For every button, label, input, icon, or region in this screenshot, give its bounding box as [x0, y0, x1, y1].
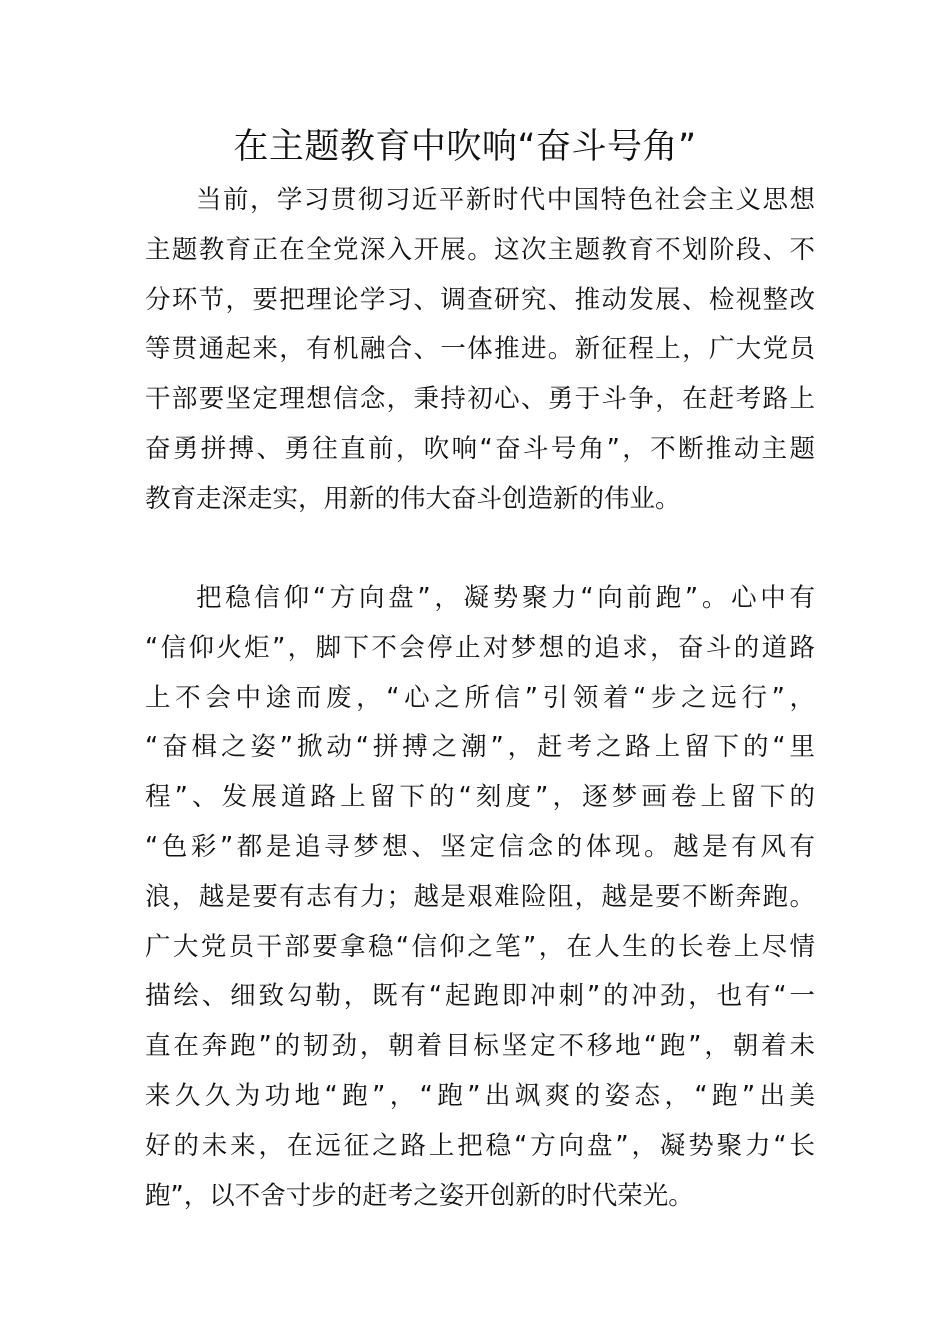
- text-line: 浪，越是要有志有力；越是艰难险阻，越是要不断奔跑。: [145, 881, 815, 912]
- text-line: 把稳信仰“方向盘”，凝势聚力“向前跑”。心中有: [196, 583, 815, 613]
- text-line: 上不会中途而废，“心之所信”引领着“步之远行”，: [145, 682, 815, 713]
- text-line: 当前，学习贯彻习近平新时代中国特色社会主义思想: [196, 185, 815, 215]
- document-title: 在主题教育中吹响“奋斗号角”: [233, 127, 697, 167]
- text-line: 来久久为功地“跑”，“跑”出飒爽的姿态，“跑”出美: [145, 1080, 815, 1111]
- paragraph-section-1: [145, 574, 815, 1221]
- paragraph-intro: [145, 176, 815, 525]
- text-line: 好的未来，在远征之路上把稳“方向盘”，凝势聚力“长: [145, 1130, 815, 1161]
- text-line: 程”、发展道路上留下的“刻度”，逐梦画卷上留下的: [145, 782, 815, 813]
- text-line: “信仰火炬”，脚下不会停止对梦想的追求，奋斗的道路: [145, 632, 815, 663]
- text-line: 广大党员干部要拿稳“信仰之笔”，在人生的长卷上尽情: [145, 931, 815, 962]
- text-line: “奋楫之姿”掀动“拼搏之潮”，赶考之路上留下的“里: [145, 732, 815, 763]
- text-line: 奋勇拼搏、勇往直前，吹响“奋斗号角”，不断推动主题: [145, 433, 815, 464]
- text-line: 分环节，要把理论学习、调查研究、推动发展、检视整改: [145, 284, 815, 315]
- text-line: 干部要坚定理想信念，秉持初心、勇于斗争，在赶考路上: [145, 384, 815, 415]
- text-line: 教育走深走实，用新的伟大奋斗创造新的伟业。: [145, 483, 681, 514]
- text-line: 等贯通起来，有机融合、一体推进。新征程上，广大党员: [145, 334, 815, 365]
- text-line: “色彩”都是追寻梦想、坚定信念的体现。越是有风有: [145, 831, 815, 862]
- text-line: 描绘、细致勾勒，既有“起跑即冲刺”的冲劲，也有“一: [145, 981, 815, 1012]
- text-line: 直在奔跑”的韧劲，朝着目标坚定不移地“跑”，朝着未: [145, 1031, 815, 1062]
- text-line: 跑”，以不舍寸步的赶考之姿开创新的时代荣光。: [145, 1180, 694, 1211]
- text-line: 主题教育正在全党深入开展。这次主题教育不划阶段、不: [145, 234, 815, 265]
